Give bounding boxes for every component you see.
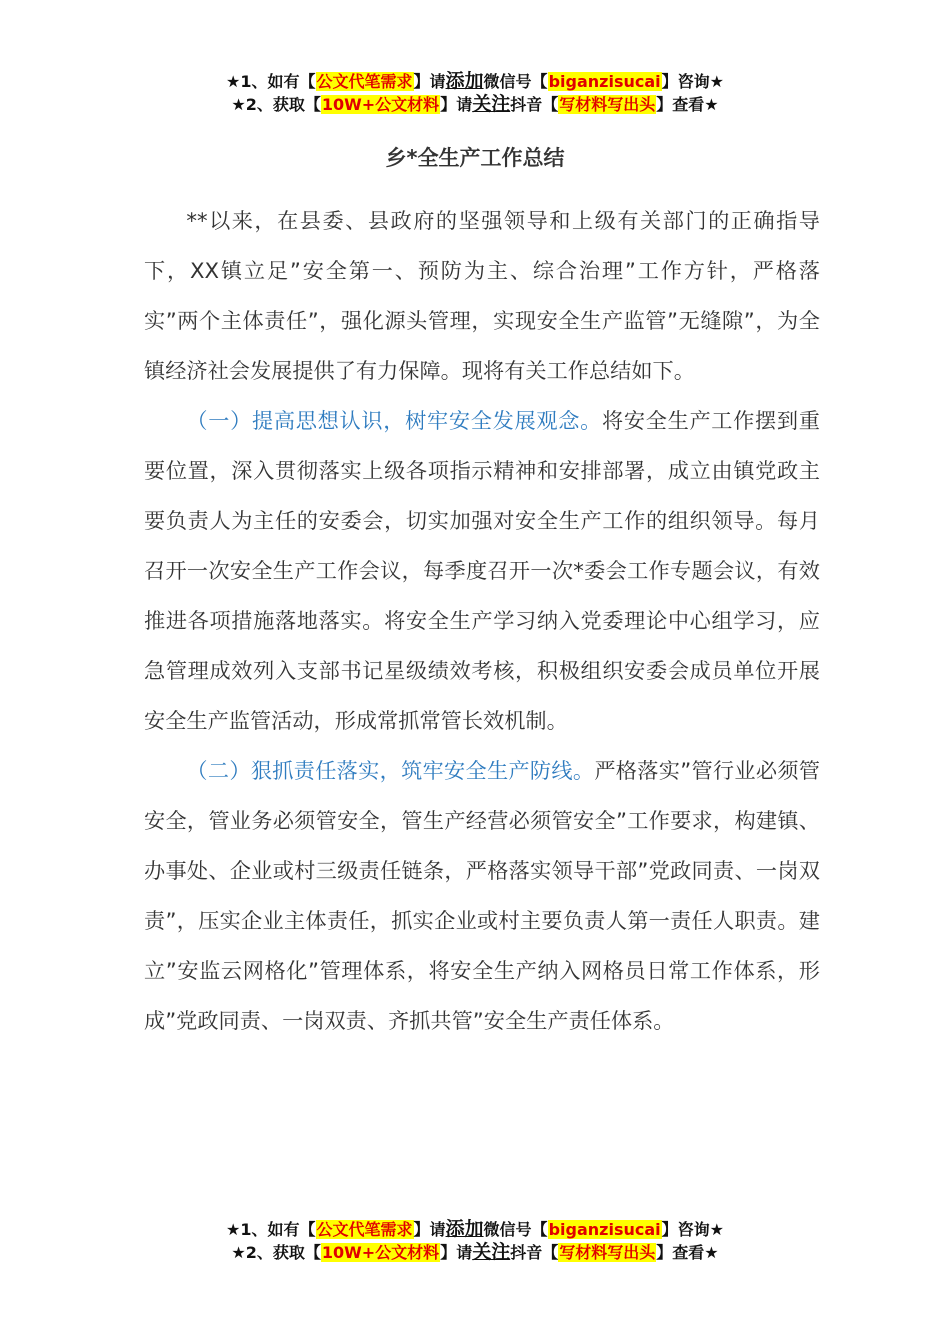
promo-text: 抖音【	[510, 95, 559, 114]
document-body	[144, 196, 820, 1046]
promo-highlight: 写材料写出头	[559, 95, 656, 114]
promo-text: ★1、如有【	[226, 72, 316, 91]
promo-highlight: 10W+公文材料	[321, 95, 440, 114]
promo-text: ★2、获取【	[231, 1243, 321, 1262]
promo-text: 】请	[413, 1220, 446, 1239]
section-2-body: 严格落实”管行业必须管安全，管业务必须管安全，管生产经营必须管安全”工作要求，构建镇、办事处、企业或村三级责任链条，严格落实领导干部”党政同责、一岗双责”，压实企业主体责任，抓实企业或村主要负责人第一责任人职责。建立”安监云网格化”管理体系，将安全生产纳入网格员日常工作体系，形成”党政同责、一岗双责、齐抓共管”安全生产责任体系。	[144, 758, 820, 1033]
promo-text: 】请	[440, 1243, 473, 1262]
document-title: 乡*全生产工作总结	[385, 146, 565, 170]
promo-text: 】咨询★	[661, 1220, 724, 1239]
promo-underline-text: 关注	[472, 1241, 511, 1263]
promo-text: 】咨询★	[661, 72, 724, 91]
promo-text: 】查看★	[656, 1243, 719, 1262]
section-2-heading: （二）狠抓责任落实，筑牢安全生产防线。	[186, 758, 595, 783]
promo-text: 抖音【	[510, 1243, 559, 1262]
promo-text: 】查看★	[656, 95, 719, 114]
promo-underline-text: 添加	[445, 70, 484, 92]
promo-text: ★2、获取【	[231, 95, 321, 114]
promo-line-2	[0, 1241, 950, 1264]
promo-highlight: 写材料写出头	[559, 1243, 656, 1262]
intro-paragraph: **以来，在县委、县政府的坚强领导和上级有关部门的正确指导下，XX镇立足”安全第一、预防为主、综合治理”工作方针，严格落实”两个主体责任”，强化源头管理，实现安全生产监管”无缝隙”，为全镇经济社会发展提供了有力保障。现将有关工作总结如下。	[144, 208, 820, 383]
promo-highlight: 公文代笔需求	[316, 72, 413, 91]
promo-line-1	[0, 70, 950, 93]
promo-highlight: biganzisucai	[548, 1220, 661, 1239]
top-promo-banner	[0, 70, 950, 116]
section-1-paragraph	[144, 396, 820, 746]
promo-underline-text: 关注	[472, 93, 511, 115]
section-1-heading: （一）提高思想认识，树牢安全发展观念。	[186, 408, 602, 433]
promo-text: 】请	[413, 72, 446, 91]
promo-line-2	[0, 93, 950, 116]
promo-highlight: biganzisucai	[548, 72, 661, 91]
bottom-promo-banner	[0, 1218, 950, 1264]
promo-line-1	[0, 1218, 950, 1241]
promo-highlight: 10W+公文材料	[321, 1243, 440, 1262]
promo-highlight: 公文代笔需求	[316, 1220, 413, 1239]
promo-text: 微信号【	[483, 72, 548, 91]
section-1-body: 将安全生产工作摆到重要位置，深入贯彻落实上级各项指示精神和安排部署，成立由镇党政主要负责人为主任的安委会，切实加强对安全生产工作的组织领导。每月召开一次安全生产工作会议，每季度召开一次*委会工作专题会议，有效推进各项措施落地落实。将安全生产学习纳入党委理论中心组学习，应急管理成效列入支部书记星级绩效考核，积极组织安委会成员单位开展安全生产监管活动，形成常抓常管长效机制。	[144, 408, 820, 733]
promo-underline-text: 添加	[445, 1218, 484, 1240]
section-2-paragraph	[144, 746, 820, 1046]
promo-text: ★1、如有【	[226, 1220, 316, 1239]
promo-text: 】请	[440, 95, 473, 114]
promo-text: 微信号【	[483, 1220, 548, 1239]
